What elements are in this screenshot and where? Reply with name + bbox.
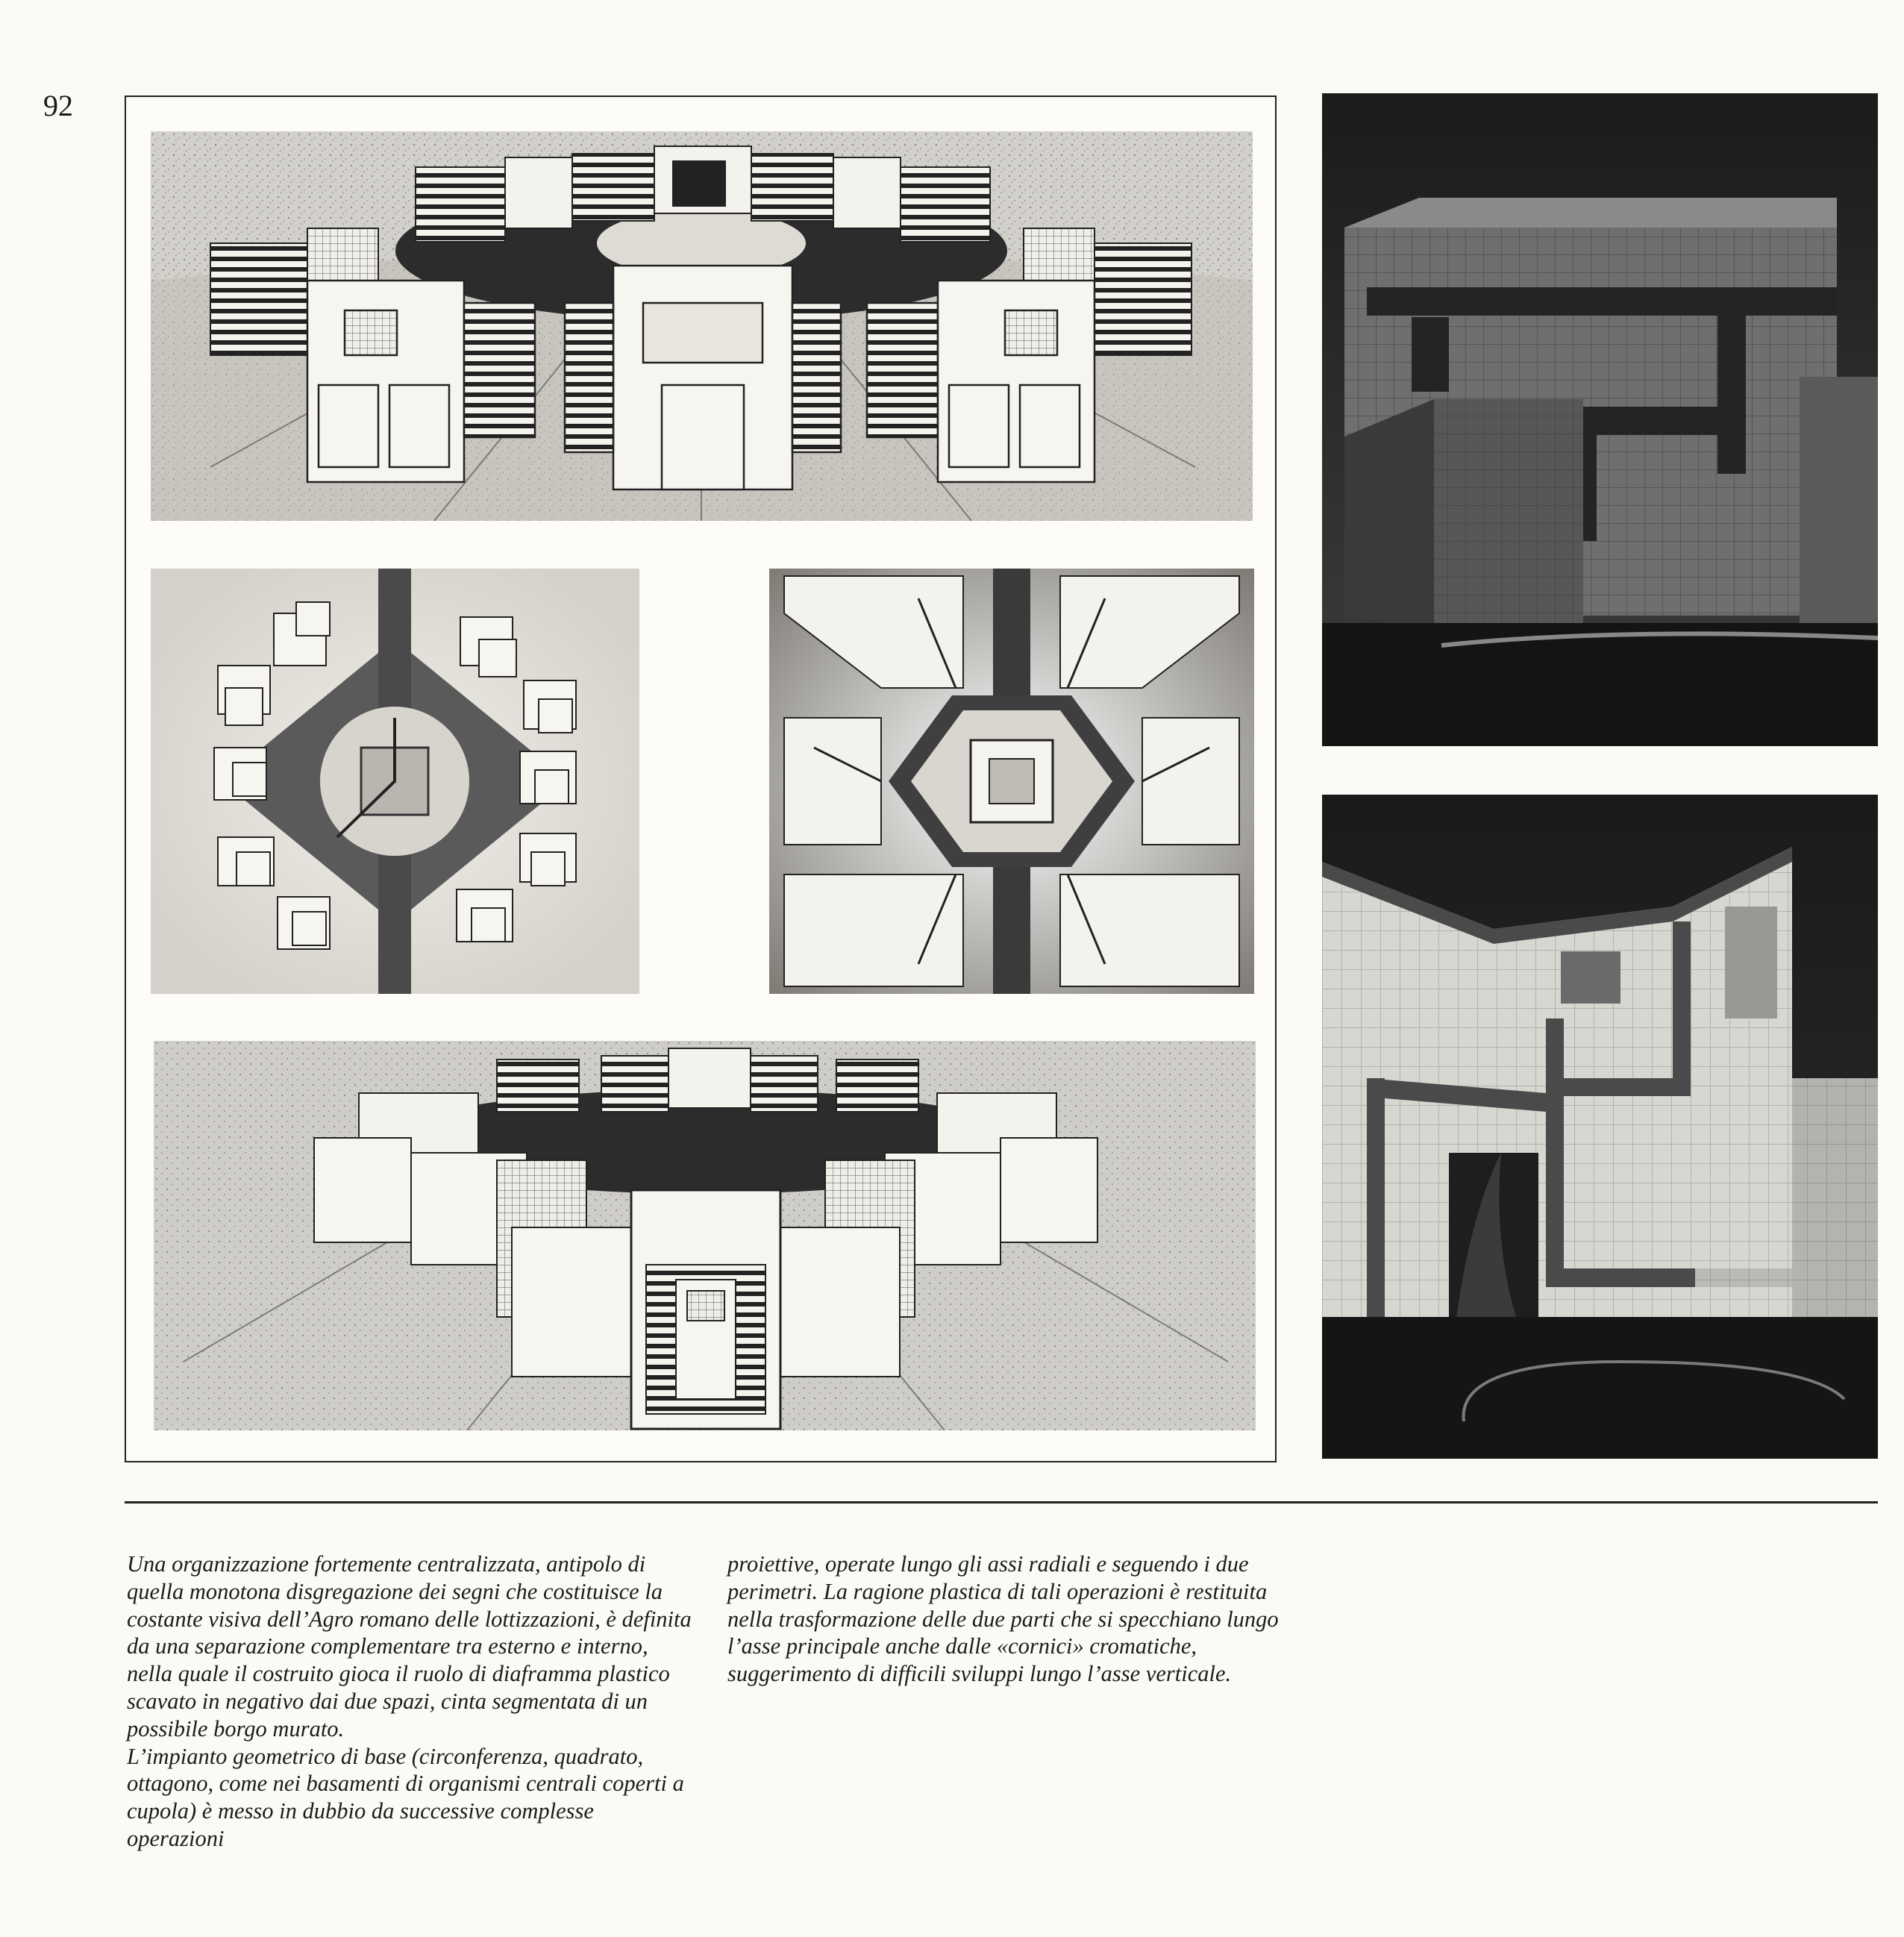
page-number: 92	[43, 89, 73, 122]
aerial-perspective-drawing-1	[151, 131, 1253, 521]
caption-paragraph-1: Una organizzazione fortemente centralizzata, antipolo di quella monotona disgregazione dei segni che costituisce la costante visiva dell’Agro romano delle lottizzazioni, è definita da una separazione complementare tra esterno e interno, nella quale il costruito gioca il ruolo di diaframma plastico scavato in negativo dai due spazi, cinta segmentata di un possibile borgo murato.	[127, 1551, 692, 1742]
aerial-perspective-drawing-2	[154, 1041, 1256, 1430]
caption-column-2	[727, 1550, 1294, 1688]
caption-paragraph-2: L’impianto geometrico di base (circonferenza, quadrato, ottagono, come nei basamenti di organismi centrali coperti a cupola) è messo in dubbio da successive complesse operazioni	[127, 1743, 684, 1851]
caption-paragraph-3: proiettive, operate lungo gli assi radiali e seguendo i due perimetri. La ragione plastica di tali operazioni è restituita nella trasformazione delle due parti che si specchiano lungo l’asse principale anche dalle «cornici» cromatiche, suggerimento di difficili sviluppi lungo l’asse verticale.	[727, 1551, 1279, 1687]
caption-column-1	[127, 1550, 694, 1853]
building-photo-2	[1322, 795, 1878, 1459]
horizontal-rule	[125, 1501, 1878, 1503]
drawings-frame	[125, 96, 1277, 1462]
site-plan-drawing-circle	[151, 569, 639, 994]
building-photo-1	[1322, 93, 1878, 746]
site-plan-drawing-octagon	[769, 569, 1254, 994]
